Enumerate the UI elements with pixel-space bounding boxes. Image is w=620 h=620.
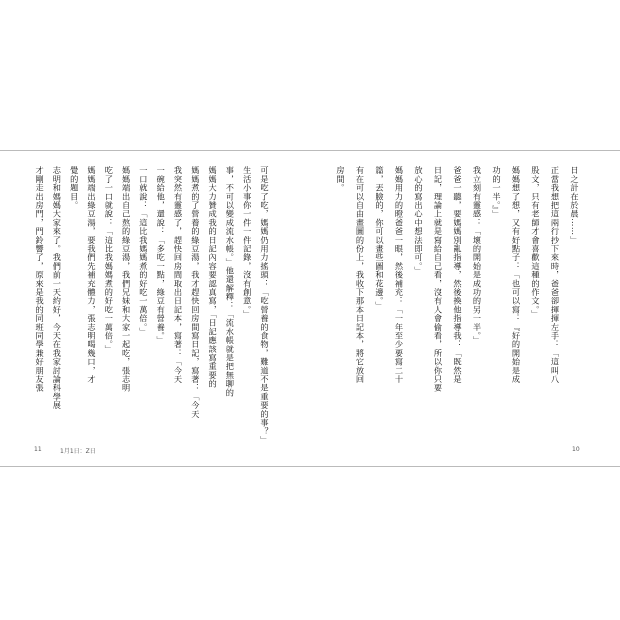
left-page: [0, 151, 310, 466]
text-column: 才剛走出房門，門鈴響了，原來是我的同班同學兼好朋友張: [35, 166, 46, 393]
text-column: 媽媽用力的瞪爸爸一眼，然後補充：「一年至少要寫二十: [394, 166, 405, 384]
text-column: 媽媽大力贊成我的日記內容要認真寫，「日記應該寫重要的: [208, 166, 219, 389]
text-column: 房間。: [336, 166, 346, 193]
text-column: 吃了一口就說：「這比我媽媽煮的好吃一萬倍。」: [104, 166, 115, 354]
text-column: 媽媽想了想，又有好點子：「也可以寫：『好的開始是成: [511, 166, 522, 384]
text-column: 放心的寫出心中想法即可。」: [414, 166, 424, 275]
text-column: 篇，丟臉的，你可以畫些圖和花邊。」: [375, 166, 385, 310]
text-column: 股文，只有老師才會喜歡這種的作文。」: [531, 166, 541, 319]
text-column: 日之計在於晨……」: [570, 166, 580, 245]
text-column: 生活小事你一件一件記錄，沒有創意。」: [242, 166, 253, 319]
text-column: 媽媽端出自己熬的綠豆湯，我們兄妹和大家一起吃，張志明: [121, 166, 132, 393]
running-title: 1月1日：Z日: [60, 448, 96, 455]
text-column: 我立刻有靈感：「壞的開始是成功的另一半。」: [472, 166, 483, 345]
text-column: 一口就說：「這比我媽媽煮的好吃一萬倍。」: [138, 166, 149, 336]
text-column: 可是吃了吃，媽媽仍用力搖頭：「吃營養的食物，難道不是重要的事？」: [260, 166, 270, 445]
text-column: 一碗給他，還說：「多吃一點，綠豆有營養。」: [156, 166, 167, 345]
text-column: 媽媽端出綠豆湯，要我們先補充體力，張志明喝幾口，才: [87, 166, 97, 384]
text-column: 我突然有靈感了，趕快回房間取出日記本，寫著：「今天: [173, 166, 184, 384]
text-column: 正當我想把這兩行抄下來時，爸爸卻揮揮左手：「這叫八: [550, 166, 561, 384]
page-number-left: 11: [34, 446, 42, 453]
text-column: 覺的題目。: [69, 166, 80, 210]
text-column: 媽媽煮的了營養的綠豆湯，我才趕快回房間寫日記，寫著：「今天: [190, 166, 201, 419]
text-column: 功的一半。』」: [492, 166, 502, 219]
text-column: 事，不可以變成流水帳。」他還解釋：「流水帳就是把無聊的: [225, 166, 236, 397]
text-column: 爸爸一聽，要媽媽別亂指導，然後換他指導我：「既然是: [453, 166, 463, 384]
book-spread: [0, 150, 620, 467]
text-column: 有在可以自由畫圖的份上，我收下那本日記本，將它放回: [355, 166, 366, 384]
right-page: [310, 151, 620, 466]
text-column: 日記，理論上就是寫給自己看，沒有人會偷看，所以你只要: [433, 166, 444, 393]
page-number-right: 10: [572, 446, 580, 453]
text-column: 志明和媽媽大家來了。我們前一天約好，今天在我家討論科學展: [52, 166, 63, 410]
